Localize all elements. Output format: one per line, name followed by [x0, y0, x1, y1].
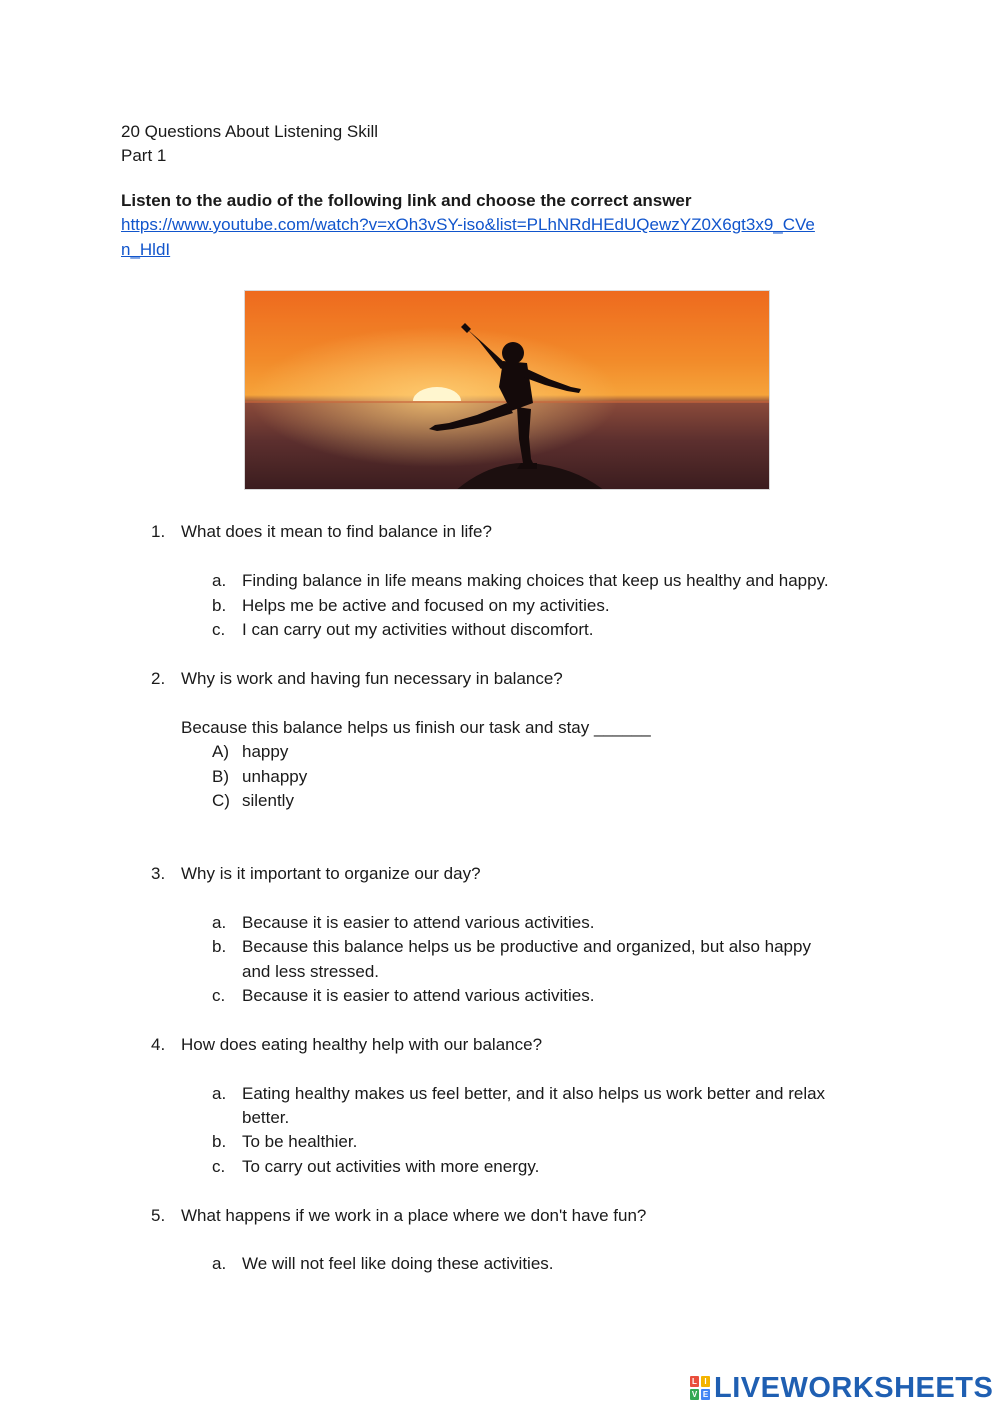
q4-option-a-letter: a. — [212, 1084, 227, 1103]
liveworksheets-logo[interactable] — [690, 1372, 993, 1404]
q4-option-b-letter: b. — [212, 1132, 227, 1151]
audio-link-line-2[interactable]: n_HldI — [121, 240, 171, 259]
q1-option-a-text[interactable]: Finding balance in life means making choices that keep us healthy and happy. — [242, 571, 829, 590]
q3-option-b-letter: b. — [212, 937, 227, 956]
q3-option-a-letter: a. — [212, 913, 227, 932]
q1-option-b-text[interactable]: Helps me be active and focused on my activities. — [242, 596, 610, 615]
q4-option-a-text-line-1[interactable]: Eating healthy makes us feel better, and it also helps us work better and relax — [242, 1084, 826, 1103]
question-5-number: 5. — [151, 1206, 166, 1225]
audio-link-line-1[interactable]: https://www.youtube.com/watch?v=xOh3vSY-iso&list=PLhNRdHEdUQewzYZ0X6gt3x9_CVe — [121, 215, 815, 234]
worksheet-title: 20 Questions About Listening Skill — [121, 122, 379, 141]
question-4-number: 4. — [151, 1035, 166, 1054]
q2-option-c-text[interactable]: silently — [242, 791, 294, 810]
q3-option-c-letter: c. — [212, 986, 226, 1005]
q4-option-c-text[interactable]: To carry out activities with more energy. — [242, 1157, 540, 1176]
logo-mark-v: V — [691, 1390, 698, 1399]
q1-option-a-letter: a. — [212, 571, 227, 590]
logo-mark-e: E — [702, 1390, 709, 1399]
q1-option-b-letter: b. — [212, 596, 227, 615]
question-4-text: How does eating healthy help with our balance? — [181, 1035, 543, 1054]
q2-option-b-text[interactable]: unhappy — [242, 767, 308, 786]
liveworksheets-brand: LIVEWORKSHEETS — [714, 1371, 994, 1404]
q4-option-a-text-line-2[interactable]: better. — [242, 1108, 290, 1127]
question-2-text: Why is work and having fun necessary in balance? — [181, 669, 563, 688]
sunset-balance-photo — [244, 290, 770, 490]
question-1-text: What does it mean to find balance in life? — [181, 522, 492, 541]
liveworksheets-mark-icon — [690, 1376, 710, 1400]
q4-option-b-text[interactable]: To be healthier. — [242, 1132, 358, 1151]
question-2-number: 2. — [151, 669, 166, 688]
question-3-number: 3. — [151, 864, 166, 883]
question-5-text: What happens if we work in a place where we don't have fun? — [181, 1206, 647, 1225]
sunset-balance-illustration — [245, 291, 770, 490]
q3-option-b-text-line-2[interactable]: and less stressed. — [242, 962, 380, 981]
q5-option-a-text[interactable]: We will not feel like doing these activities. — [242, 1254, 554, 1273]
q3-option-a-text[interactable]: Because it is easier to attend various activities. — [242, 913, 595, 932]
q2-option-a-letter: A) — [212, 742, 229, 761]
q2-option-a-text[interactable]: happy — [242, 742, 289, 761]
q1-option-c-letter: c. — [212, 620, 226, 639]
logo-mark-i: I — [701, 1376, 710, 1387]
question-2-prompt: Because this balance helps us finish our task and stay ______ — [181, 718, 651, 737]
q5-option-a-letter: a. — [212, 1254, 227, 1273]
q2-option-b-letter: B) — [212, 767, 229, 786]
worksheet-part: Part 1 — [121, 146, 167, 165]
logo-mark-l: L — [690, 1376, 699, 1387]
q2-option-c-letter: C) — [212, 791, 230, 810]
instructions: Listen to the audio of the following link and choose the correct answer — [121, 191, 692, 210]
q4-option-c-letter: c. — [212, 1157, 226, 1176]
q1-option-c-text[interactable]: I can carry out my activities without discomfort. — [242, 620, 594, 639]
question-3-text: Why is it important to organize our day? — [181, 864, 481, 883]
question-1-number: 1. — [151, 522, 166, 541]
q3-option-b-text-line-1[interactable]: Because this balance helps us be productive and organized, but also happy — [242, 937, 811, 956]
q3-option-c-text[interactable]: Because it is easier to attend various activities. — [242, 986, 595, 1005]
